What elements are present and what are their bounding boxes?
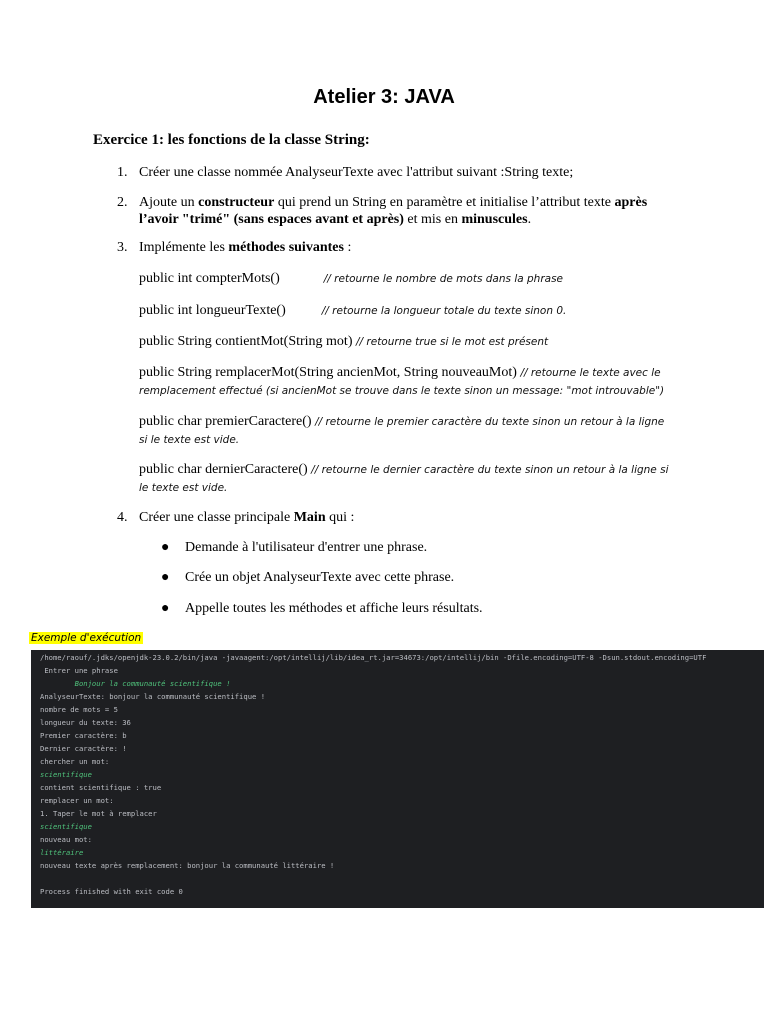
terminal-line: 1. Taper le mot à remplacer [40, 809, 157, 818]
terminal-line: contient scientifique : true [40, 783, 162, 792]
terminal-line: nouveau mot: [40, 835, 92, 844]
terminal-line: nouveau texte après remplacement: bonjour la communauté littéraire ! [40, 861, 335, 870]
method-comment: // retourne le dernier caractère du texte sinon un retour à la ligne si le texte est vide. [139, 464, 669, 494]
bullet-text: Crée un objet AnalyseurTexte avec cette phrase. [185, 570, 455, 585]
bullet-dot-icon: ● [161, 540, 170, 555]
method-comment: // retourne true si le mot est présent [356, 336, 549, 348]
terminal-line: AnalyseurTexte: bonjour la communauté scientifique ! [40, 692, 266, 701]
terminal-line: nombre de mots = 5 [40, 705, 118, 714]
terminal-line: littéraire [40, 848, 84, 857]
method-dernier-caractere [139, 461, 669, 497]
item-number: 2. [117, 195, 128, 210]
terminal-line: chercher un mot: [40, 757, 110, 766]
method-signature: public int longueurTexte() [139, 303, 286, 318]
terminal-line: scientifique [40, 822, 92, 831]
terminal-output [31, 650, 764, 908]
method-comment: // retourne le premier caractère du texte sinon un retour à la ligne si le texte est vide. [139, 416, 665, 446]
method-comment: // retourne le texte avec le remplacement effectué (si ancienMot se trouve dans le texte sinon un message: "mot introuvable") [139, 367, 665, 397]
item-text: Implémente les méthodes suivantes : [139, 240, 352, 255]
terminal-line: scientifique [40, 770, 92, 779]
terminal-line: longueur du texte: 36 [40, 718, 131, 727]
method-comment: // retourne le nombre de mots dans la phrase [323, 273, 564, 285]
item-number: 1. [117, 165, 128, 180]
method-signature: public String remplacerMot(String ancienMot, String nouveauMot) [139, 365, 517, 380]
item-number: 4. [117, 510, 128, 525]
method-contient-mot [139, 333, 669, 351]
terminal-line: Process finished with exit code 0 [40, 887, 183, 896]
bullet-text: Appelle toutes les méthodes et affiche leurs résultats. [185, 601, 483, 616]
method-longueur-texte [139, 302, 669, 320]
example-label: Exemple d'exécution [31, 632, 142, 644]
bullet-dot-icon: ● [161, 601, 170, 616]
method-premier-caractere [139, 413, 669, 449]
terminal-line: remplacer un mot: [40, 796, 114, 805]
method-signature: public String contientMot(String mot) [139, 334, 353, 349]
method-compter-mots [139, 270, 669, 288]
terminal-line: Dernier caractère: ! [40, 744, 127, 753]
terminal-line: /home/raouf/.jdks/openjdk-23.0.2/bin/java -javaagent:/opt/intellij/lib/idea_rt.jar=34673:/opt/intellij/bin -Dfile.encoding=UTF-8 -Dsun.stdout.encoding=UTF [40, 653, 707, 662]
item-text: Créer une classe nommée AnalyseurTexte avec l'attribut suivant :String texte; [139, 165, 574, 180]
bullet-dot-icon: ● [161, 570, 170, 585]
terminal-line: Bonjour la communauté scientifique ! [40, 679, 231, 688]
method-signature: public char dernierCaractere() [139, 462, 308, 477]
bullet-text: Demande à l'utilisateur d'entrer une phrase. [185, 540, 428, 555]
method-signature: public int compterMots() [139, 271, 280, 286]
page-title: Atelier 3: JAVA [313, 86, 455, 108]
method-remplacer-mot [139, 364, 669, 400]
terminal-line: Entrer une phrase [40, 666, 118, 675]
method-signature: public char premierCaractere() [139, 414, 312, 429]
item-number: 3. [117, 240, 128, 255]
method-comment: // retourne la longueur totale du texte sinon 0. [321, 305, 567, 317]
item-text: Ajoute un constructeur qui prend un String en paramètre et initialise l’attribut texte après l’avoir "trimé" (sans espaces avant et après) et mis en minuscules. [139, 195, 648, 227]
item-text: Créer une classe principale Main qui : [139, 510, 355, 525]
exercise-heading: Exercice 1: les fonctions de la classe String: [93, 132, 370, 148]
terminal-line: Premier caractère: b [40, 731, 127, 740]
